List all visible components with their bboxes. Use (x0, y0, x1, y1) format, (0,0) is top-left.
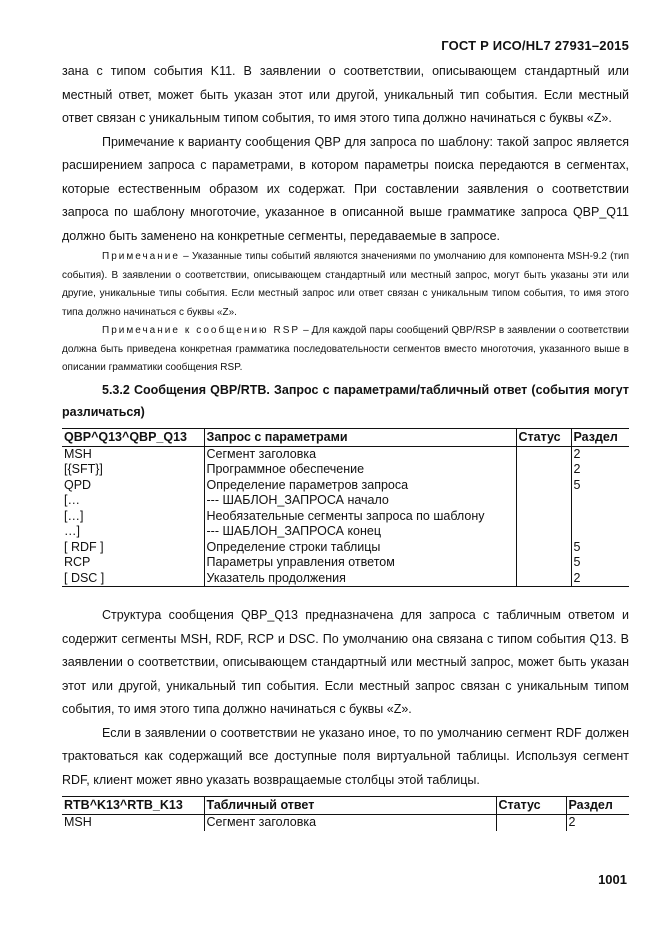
table-cell (516, 555, 571, 571)
table-cell: --- ШАБЛОН_ЗАПРОСА начало (204, 493, 516, 509)
table-cell (516, 446, 571, 462)
table-cell (516, 478, 571, 494)
table-header-cell: Раздел (571, 428, 629, 446)
table-header-cell: Статус (516, 428, 571, 446)
section-heading: 5.3.2 Сообщения QBP/RTB. Запрос с параметрами/табличный ответ (события могут различаться) (62, 382, 629, 419)
table-row (62, 478, 629, 494)
table-cell: [ DSC ] (62, 571, 204, 587)
table-cell: Указатель продолжения (204, 571, 516, 587)
table-cell (571, 524, 629, 540)
paragraph-4: Если в заявлении о соответствии не указано иное, то по умолчанию сегмент RDF должен трактоваться как содержащий все доступные поля виртуальной таблицы. Используя сегмент RDF, клиент может явно указать возвращаемые столбцы этой таблицы. (62, 725, 629, 787)
table-cell (496, 815, 566, 831)
table-header-cell: Табличный ответ (204, 797, 496, 815)
table-cell (516, 462, 571, 478)
note-1-label: Примечание (102, 251, 180, 262)
table-row (62, 493, 629, 509)
table-cell: [{SFT}] (64, 462, 103, 476)
table-cell: QPD (64, 477, 92, 492)
document-code: ГОСТ Р ИСО/HL7 27931–2015 (441, 38, 629, 53)
table-cell: Определение параметров запроса (204, 478, 516, 494)
table-cell (571, 509, 629, 525)
table-cell: Сегмент заголовка (204, 815, 496, 831)
rtb-k13-table (62, 796, 629, 831)
page-number: 1001 (598, 872, 627, 887)
table-cell: 5 (571, 555, 629, 571)
table-row (62, 571, 629, 587)
table-cell: 5 (571, 478, 629, 494)
table-cell: Сегмент заголовка (204, 446, 516, 462)
table-row (62, 462, 629, 478)
table-row (62, 555, 629, 571)
table-cell: MSH (64, 815, 92, 829)
table-cell: --- ШАБЛОН_ЗАПРОСА конец (204, 524, 516, 540)
table-header-cell: RTB^K13^RTB_K13 (62, 797, 204, 815)
table-header-cell: Статус (496, 797, 566, 815)
table-row (62, 509, 629, 525)
table-cell: Необязательные сегменты запроса по шаблону (204, 509, 516, 525)
table-cell: 5 (571, 540, 629, 556)
note-2-label: Примечание к сообщению RSP (102, 325, 301, 336)
table-cell (516, 493, 571, 509)
table-cell: 2 (571, 462, 629, 478)
table-cell: 2 (566, 815, 629, 831)
table-cell: Определение строки таблицы (204, 540, 516, 556)
table-cell: MSH (64, 446, 92, 461)
table-cell: Параметры управления ответом (204, 555, 516, 571)
table-cell (516, 540, 571, 556)
paragraph-3: Структура сообщения QBP_Q13 предназначена для запроса с табличным ответом и содержит сегменты MSH, RDF, RCP и DSC. По умолчанию она связана с типом события Q13. В заявлении о соответствии, описывающем стандартный или местный запрос, может быть указан этот или другой, уникальный тип события. Если местный запрос связан с уникальным типом события, то имя этого типа должно начинаться с буквы «Z». (62, 608, 629, 716)
table-cell: RCP (64, 555, 91, 569)
table-row (62, 815, 629, 831)
table-cell: [… (64, 493, 80, 507)
table-header-row (62, 797, 629, 815)
table-cell: [ RDF ] (64, 539, 104, 554)
table-cell (516, 524, 571, 540)
table-row (62, 446, 629, 462)
note-2 (62, 322, 629, 378)
qbp-q13-table (62, 428, 629, 588)
note-1 (62, 248, 629, 322)
note-1-text: – Указанные типы событий являются значениями по умолчанию для компонента MSH-9.2 (тип события). В заявлении о соответствии, описывающем стандартный или местный запрос, могут быть указаны эти или другие, уникальные типы события. Если местный запрос или ответ связан с уникальным типом события, то имя этого типа должно начинаться с буквы «Z». (62, 251, 629, 318)
paragraph-2: Примечание к варианту сообщения QBP для запроса по шаблону: такой запрос является расширением запроса с параметрами, в котором параметры поиска передаются в сегментах, которые естественным образом их содержат. При составлении заявления о соответствии запроса по шаблону многоточие, указанное в описанной выше грамматике запроса QBP_Q11 должно быть заменено на конкретные сегменты, передаваемые в запросе. (62, 134, 629, 243)
table-cell: …] (64, 524, 80, 538)
table-cell: Программное обеспечение (204, 462, 516, 478)
page-body (62, 60, 629, 831)
table-row (62, 540, 629, 556)
table-cell (571, 493, 629, 509)
table-cell: 2 (571, 571, 629, 587)
note-2-text: – Для каждой пары сообщений QBP/RSP в заявлении о соответствии должна быть приведена конкретная грамматика последовательности сегментов вместо многоточия, указанного выше в описании грамматики сообщения RSP. (62, 325, 630, 373)
table-header-cell: QBP^Q13^QBP_Q13 (62, 428, 204, 446)
table-header-row (62, 428, 629, 446)
table-row (62, 524, 629, 540)
table-cell (516, 509, 571, 525)
paragraph-1: зана с типом события K11. В заявлении о соответствии, описывающем стандартный или местный ответ, может быть указан этот или другой, уникальный тип события. Если местный ответ связан с уникальным типом события, то имя этого типа должно начинаться с буквы «Z». (62, 64, 629, 125)
table-cell: 2 (571, 446, 629, 462)
table-header-cell: Запрос с параметрами (204, 428, 516, 446)
table-cell (516, 571, 571, 587)
table-header-cell: Раздел (566, 797, 629, 815)
table-cell: […] (64, 508, 84, 523)
